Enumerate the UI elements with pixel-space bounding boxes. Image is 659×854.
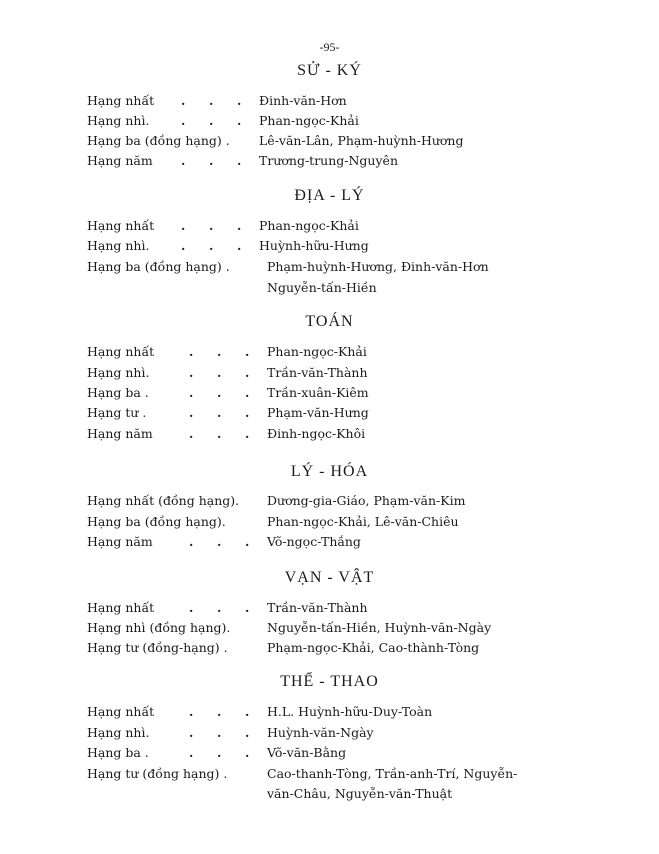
student-name: Trần-xuân-Kiêm (267, 385, 369, 400)
student-name: Trần-văn-Thành (267, 365, 368, 380)
page-number: -95- (319, 40, 340, 54)
rank-label: Hạng nhất (87, 600, 155, 615)
section-heading-dia-ly: ĐỊA - LÝ (294, 187, 365, 204)
section-heading-toan: TOÁN (305, 313, 354, 330)
student-name: Võ-văn-Bằng (267, 745, 347, 760)
section-heading-the-thao: THỂ - THAO (280, 673, 379, 690)
rank-label: Hạng ba . (87, 745, 149, 760)
rank-label: Hạng nhì (đồng hạng). (87, 620, 231, 635)
rank-label: Hạng nhất (87, 704, 155, 719)
student-name: Nguyễn-tấn-Hiền, Huỳnh-văn-Ngày (267, 620, 492, 635)
student-name: Đinh-văn-Hơn (259, 93, 347, 108)
rank-label: Hạng tư (đồng hạng) . (87, 766, 228, 781)
student-name: Phan-ngọc-Khải (259, 218, 359, 233)
section-heading-van-vat: VẠN - VẬT (284, 569, 375, 586)
student-name: văn-Châu, Nguyễn-văn-Thuật (267, 786, 453, 801)
student-name: Phạm-ngọc-Khải, Cao-thành-Tòng (267, 640, 480, 655)
rank-label: Hạng nhì. (87, 365, 150, 380)
rank-label: Hạng nhì. (87, 725, 150, 740)
rank-label: Hạng nhất (87, 218, 155, 233)
rank-label: Hạng nhất (87, 344, 155, 359)
rank-label: Hạng ba (đồng hạng) . (87, 133, 230, 148)
rank-label: Hạng nhất (87, 93, 155, 108)
rank-label: Hạng năm (87, 153, 153, 168)
rank-label: Hạng nhì. (87, 113, 150, 128)
student-name: Dương-gia-Giáo, Phạm-văn-Kim (267, 493, 466, 508)
student-name: Huỳnh-hữu-Hưng (259, 238, 369, 253)
rank-label: Hạng năm (87, 426, 153, 441)
rank-label: Hạng ba . (87, 385, 149, 400)
student-name: Trương-trung-Nguyên (259, 153, 398, 168)
student-name: Phan-ngọc-Khải (259, 113, 359, 128)
student-name: Huỳnh-văn-Ngày (267, 725, 374, 740)
rank-label: Hạng nhì. (87, 238, 150, 253)
section-heading-su-ky: SỬ - KÝ (297, 62, 362, 79)
section-heading-ly-hoa: LÝ - HÓA (290, 463, 369, 480)
rank-label: Hạng tư (đồng-hạng) . (87, 640, 228, 655)
student-name: Lê-văn-Lân, Phạm-huỳnh-Hương (259, 133, 464, 148)
student-name: Trần-văn-Thành (267, 600, 368, 615)
student-name: Phan-ngọc-Khải (267, 344, 367, 359)
student-name: Đinh-ngọc-Khôi (267, 426, 366, 441)
rank-label: Hạng tư . (87, 405, 147, 420)
student-name: Phan-ngọc-Khải, Lê-văn-Chiêu (267, 514, 459, 529)
rank-label: Hạng năm (87, 534, 153, 549)
student-name: Nguyễn-tấn-Hiền (267, 280, 377, 295)
student-name: Phạm-huỳnh-Hương, Đinh-văn-Hơn (267, 259, 489, 274)
student-name: Phạm-văn-Hưng (267, 405, 369, 420)
student-name: Võ-ngọc-Thắng (267, 534, 361, 549)
student-name: H.L. Huỳnh-hữu-Duy-Toàn (267, 704, 433, 719)
rank-label: Hạng ba (đồng hạng) . (87, 259, 230, 274)
rank-label: Hạng ba (đồng hạng). (87, 514, 226, 529)
student-name: Cao-thanh-Tòng, Trần-anh-Trí, Nguyễn- (267, 766, 518, 781)
rank-label: Hạng nhất (đồng hạng). (87, 493, 240, 508)
